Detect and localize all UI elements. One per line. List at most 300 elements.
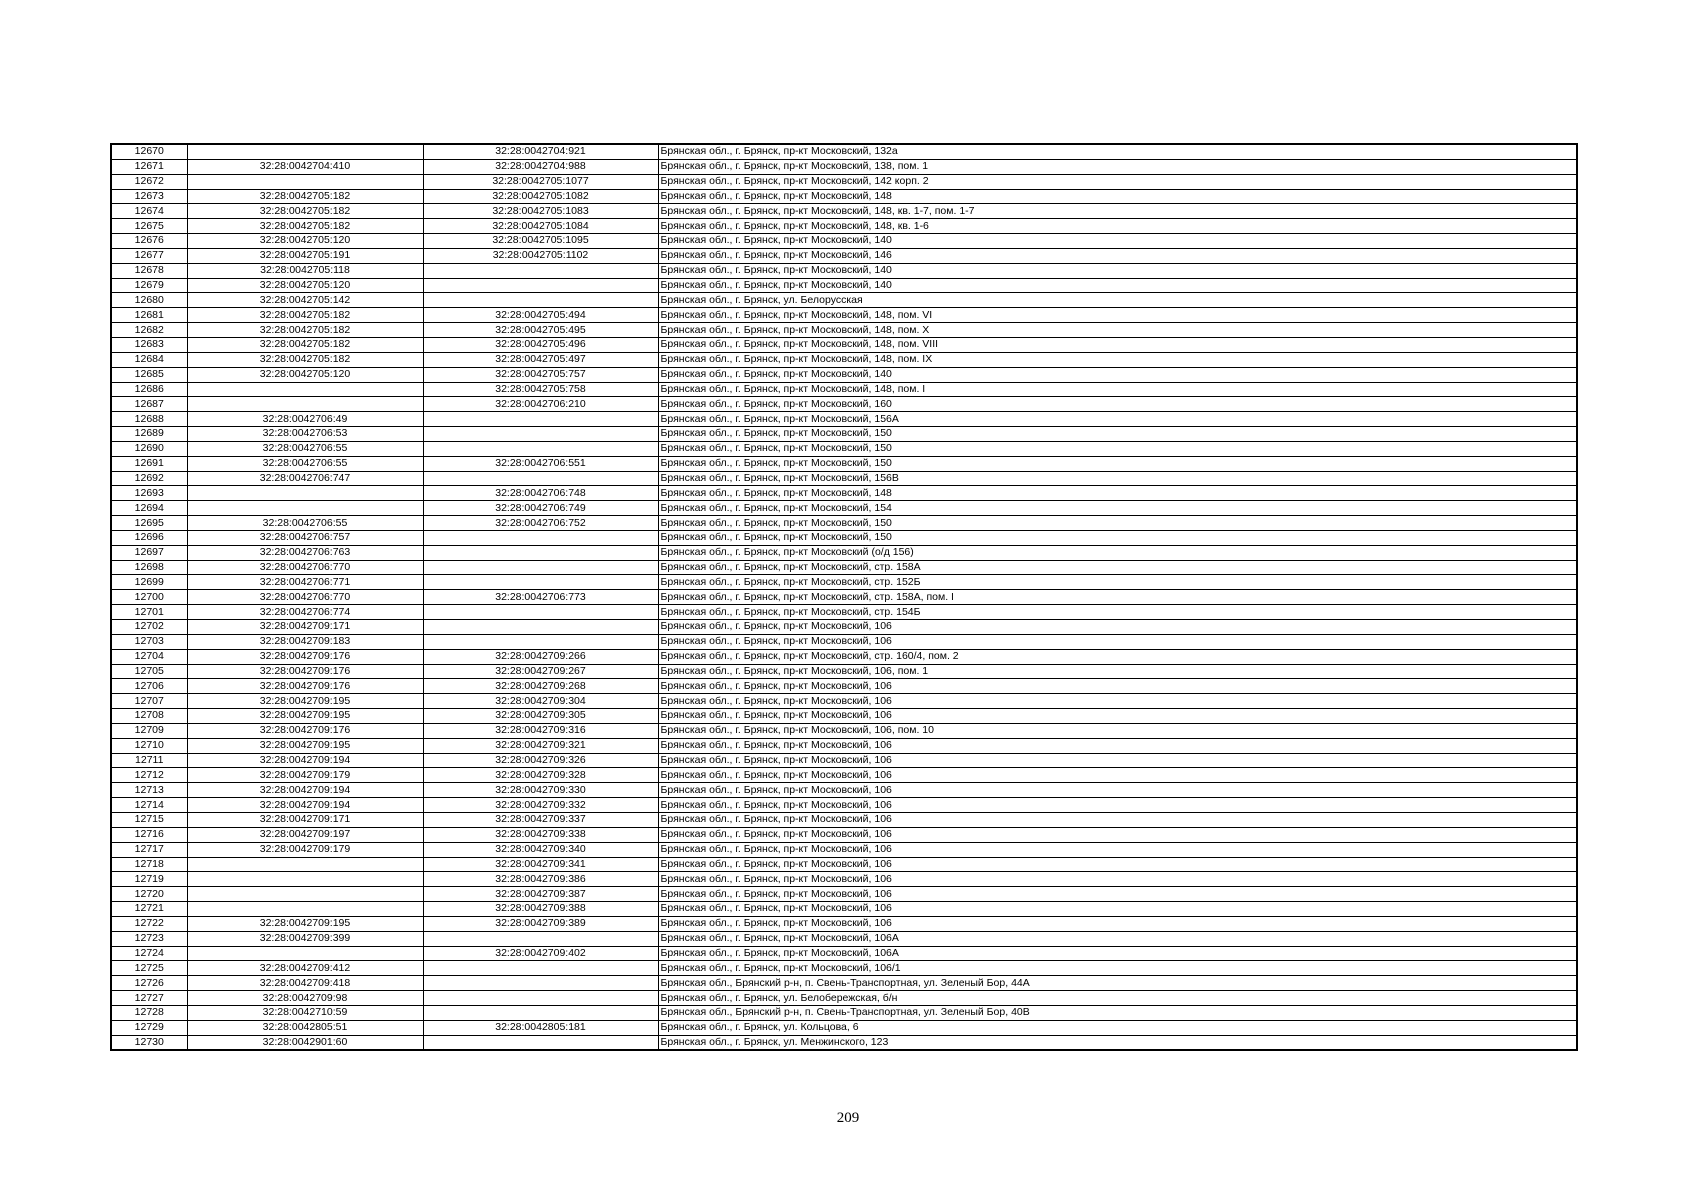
source-cadastral-number-cell: 32:28:0042706:771 (187, 575, 423, 590)
cadastral-number-cell: 32:28:0042709:389 (423, 916, 658, 931)
source-cadastral-number-cell: 32:28:0042706:757 (187, 530, 423, 545)
address-cell: Брянская обл., г. Брянск, ул. Менжинского, 123 (658, 1035, 1577, 1050)
source-cadastral-number-cell: 32:28:0042709:197 (187, 827, 423, 842)
source-cadastral-number-cell: 32:28:0042709:176 (187, 723, 423, 738)
cadastral-number-cell (423, 961, 658, 976)
row-number-cell: 12686 (111, 382, 187, 397)
registry-table-container (110, 143, 1576, 1051)
address-cell: Брянская обл., г. Брянск, пр-кт Московский, 106 (658, 620, 1577, 635)
table-row (111, 397, 1577, 412)
table-row (111, 560, 1577, 575)
table-row (111, 1005, 1577, 1020)
cadastral-number-cell: 32:28:0042705:757 (423, 367, 658, 382)
source-cadastral-number-cell: 32:28:0042705:120 (187, 367, 423, 382)
row-number-cell: 12728 (111, 1005, 187, 1020)
source-cadastral-number-cell: 32:28:0042709:412 (187, 961, 423, 976)
source-cadastral-number-cell: 32:28:0042709:195 (187, 694, 423, 709)
address-cell: Брянская обл., г. Брянск, пр-кт Московский, 106 (658, 783, 1577, 798)
address-cell: Брянская обл., г. Брянск, пр-кт Московский, 150 (658, 427, 1577, 442)
address-cell: Брянская обл., г. Брянск, ул. Кольцова, 6 (658, 1020, 1577, 1035)
cadastral-number-cell: 32:28:0042706:752 (423, 516, 658, 531)
table-row (111, 219, 1577, 234)
cadastral-number-cell: 32:28:0042709:304 (423, 694, 658, 709)
table-row (111, 694, 1577, 709)
cadastral-number-cell: 32:28:0042705:1102 (423, 248, 658, 263)
table-row (111, 293, 1577, 308)
source-cadastral-number-cell: 32:28:0042705:118 (187, 263, 423, 278)
cadastral-number-cell: 32:28:0042709:267 (423, 664, 658, 679)
cadastral-number-cell (423, 471, 658, 486)
row-number-cell: 12715 (111, 812, 187, 827)
source-cadastral-number-cell (187, 946, 423, 961)
address-cell: Брянская обл., г. Брянск, пр-кт Московский, 106 (658, 738, 1577, 753)
address-cell: Брянская обл., г. Брянск, пр-кт Московский, 138, пом. 1 (658, 159, 1577, 174)
source-cadastral-number-cell: 32:28:0042705:182 (187, 219, 423, 234)
cadastral-number-cell: 32:28:0042805:181 (423, 1020, 658, 1035)
row-number-cell: 12677 (111, 248, 187, 263)
source-cadastral-number-cell: 32:28:0042901:60 (187, 1035, 423, 1050)
address-cell: Брянская обл., Брянский р-н, п. Свень-Транспортная, ул. Зеленый Бор, 44А (658, 976, 1577, 991)
source-cadastral-number-cell: 32:28:0042705:142 (187, 293, 423, 308)
row-number-cell: 12682 (111, 323, 187, 338)
cadastral-number-cell: 32:28:0042705:1095 (423, 234, 658, 249)
row-number-cell: 12699 (111, 575, 187, 590)
address-cell: Брянская обл., г. Брянск, пр-кт Московский, 106 (658, 812, 1577, 827)
table-row (111, 857, 1577, 872)
address-cell: Брянская обл., г. Брянск, пр-кт Московский, 106, пом. 10 (658, 723, 1577, 738)
source-cadastral-number-cell: 32:28:0042704:410 (187, 159, 423, 174)
address-cell: Брянская обл., г. Брянск, пр-кт Московский, 140 (658, 278, 1577, 293)
table-row (111, 234, 1577, 249)
row-number-cell: 12674 (111, 204, 187, 219)
registry-table-body (111, 144, 1577, 1050)
cadastral-number-cell: 32:28:0042705:495 (423, 323, 658, 338)
address-cell: Брянская обл., г. Брянск, пр-кт Московский, 140 (658, 234, 1577, 249)
table-row (111, 248, 1577, 263)
source-cadastral-number-cell (187, 144, 423, 159)
address-cell: Брянская обл., г. Брянск, пр-кт Московский, 148, пом. VI (658, 308, 1577, 323)
table-row (111, 991, 1577, 1006)
table-row (111, 902, 1577, 917)
row-number-cell: 12671 (111, 159, 187, 174)
table-row (111, 382, 1577, 397)
address-cell: Брянская обл., г. Брянск, пр-кт Московский, 148, кв. 1-6 (658, 219, 1577, 234)
row-number-cell: 12730 (111, 1035, 187, 1050)
source-cadastral-number-cell (187, 174, 423, 189)
address-cell: Брянская обл., г. Брянск, пр-кт Московский, стр. 160/4, пом. 2 (658, 649, 1577, 664)
row-number-cell: 12723 (111, 931, 187, 946)
source-cadastral-number-cell: 32:28:0042709:194 (187, 798, 423, 813)
source-cadastral-number-cell: 32:28:0042709:171 (187, 812, 423, 827)
row-number-cell: 12676 (111, 234, 187, 249)
table-row (111, 501, 1577, 516)
address-cell: Брянская обл., г. Брянск, пр-кт Московский, 148 (658, 189, 1577, 204)
source-cadastral-number-cell: 32:28:0042706:770 (187, 590, 423, 605)
row-number-cell: 12726 (111, 976, 187, 991)
row-number-cell: 12694 (111, 501, 187, 516)
address-cell: Брянская обл., г. Брянск, пр-кт Московский, 106 (658, 709, 1577, 724)
source-cadastral-number-cell (187, 902, 423, 917)
address-cell: Брянская обл., г. Брянск, пр-кт Московский, 148, пом. X (658, 323, 1577, 338)
cadastral-number-cell: 32:28:0042709:388 (423, 902, 658, 917)
source-cadastral-number-cell (187, 382, 423, 397)
cadastral-number-cell: 32:28:0042709:330 (423, 783, 658, 798)
source-cadastral-number-cell (187, 501, 423, 516)
table-row (111, 412, 1577, 427)
cadastral-number-cell: 32:28:0042706:749 (423, 501, 658, 516)
row-number-cell: 12701 (111, 605, 187, 620)
table-row (111, 337, 1577, 352)
source-cadastral-number-cell: 32:28:0042705:120 (187, 234, 423, 249)
address-cell: Брянская обл., г. Брянск, пр-кт Московский, 106, пом. 1 (658, 664, 1577, 679)
table-row (111, 916, 1577, 931)
address-cell: Брянская обл., г. Брянск, пр-кт Московский, стр. 158А, пом. I (658, 590, 1577, 605)
cadastral-number-cell: 32:28:0042709:266 (423, 649, 658, 664)
cadastral-number-cell (423, 1005, 658, 1020)
cadastral-number-cell: 32:28:0042709:340 (423, 842, 658, 857)
source-cadastral-number-cell: 32:28:0042705:182 (187, 308, 423, 323)
cadastral-number-cell: 32:28:0042709:337 (423, 812, 658, 827)
row-number-cell: 12719 (111, 872, 187, 887)
source-cadastral-number-cell: 32:28:0042706:770 (187, 560, 423, 575)
cadastral-number-cell: 32:28:0042704:921 (423, 144, 658, 159)
source-cadastral-number-cell (187, 397, 423, 412)
source-cadastral-number-cell: 32:28:0042710:59 (187, 1005, 423, 1020)
source-cadastral-number-cell: 32:28:0042706:49 (187, 412, 423, 427)
address-cell: Брянская обл., г. Брянск, пр-кт Московский, 140 (658, 367, 1577, 382)
cadastral-number-cell: 32:28:0042705:1082 (423, 189, 658, 204)
address-cell: Брянская обл., г. Брянск, пр-кт Московский, 142 корп. 2 (658, 174, 1577, 189)
row-number-cell: 12689 (111, 427, 187, 442)
table-row (111, 664, 1577, 679)
table-row (111, 976, 1577, 991)
row-number-cell: 12709 (111, 723, 187, 738)
address-cell: Брянская обл., г. Брянск, пр-кт Московский, 148, пом. VIII (658, 337, 1577, 352)
address-cell: Брянская обл., г. Брянск, пр-кт Московский, 106 (658, 679, 1577, 694)
table-row (111, 1020, 1577, 1035)
address-cell: Брянская обл., г. Брянск, пр-кт Московский, 106 (658, 753, 1577, 768)
row-number-cell: 12696 (111, 530, 187, 545)
cadastral-number-cell: 32:28:0042709:341 (423, 857, 658, 872)
table-row (111, 204, 1577, 219)
address-cell: Брянская обл., г. Брянск, ул. Белобережская, б/н (658, 991, 1577, 1006)
row-number-cell: 12678 (111, 263, 187, 278)
row-number-cell: 12697 (111, 545, 187, 560)
row-number-cell: 12700 (111, 590, 187, 605)
cadastral-number-cell (423, 605, 658, 620)
row-number-cell: 12684 (111, 352, 187, 367)
table-row (111, 575, 1577, 590)
source-cadastral-number-cell: 32:28:0042709:195 (187, 709, 423, 724)
row-number-cell: 12727 (111, 991, 187, 1006)
cadastral-number-cell (423, 278, 658, 293)
row-number-cell: 12712 (111, 768, 187, 783)
table-row (111, 1035, 1577, 1050)
address-cell: Брянская обл., г. Брянск, пр-кт Московский, стр. 152Б (658, 575, 1577, 590)
cadastral-number-cell: 32:28:0042709:326 (423, 753, 658, 768)
address-cell: Брянская обл., г. Брянск, пр-кт Московский, 156В (658, 471, 1577, 486)
table-row (111, 323, 1577, 338)
cadastral-number-cell (423, 545, 658, 560)
source-cadastral-number-cell: 32:28:0042706:747 (187, 471, 423, 486)
cadastral-number-cell (423, 293, 658, 308)
row-number-cell: 12716 (111, 827, 187, 842)
table-row (111, 709, 1577, 724)
row-number-cell: 12673 (111, 189, 187, 204)
cadastral-number-cell: 32:28:0042709:332 (423, 798, 658, 813)
source-cadastral-number-cell (187, 857, 423, 872)
cadastral-number-cell (423, 931, 658, 946)
address-cell: Брянская обл., г. Брянск, пр-кт Московский (о/д 156) (658, 545, 1577, 560)
cadastral-number-cell (423, 560, 658, 575)
cadastral-number-cell (423, 263, 658, 278)
cadastral-number-cell: 32:28:0042705:1084 (423, 219, 658, 234)
table-row (111, 263, 1577, 278)
table-row (111, 471, 1577, 486)
address-cell: Брянская обл., г. Брянск, пр-кт Московский, 106 (658, 872, 1577, 887)
row-number-cell: 12680 (111, 293, 187, 308)
row-number-cell: 12685 (111, 367, 187, 382)
row-number-cell: 12714 (111, 798, 187, 813)
table-row (111, 827, 1577, 842)
table-row (111, 946, 1577, 961)
registry-table (110, 143, 1578, 1051)
address-cell: Брянская обл., г. Брянск, пр-кт Московский, 150 (658, 441, 1577, 456)
source-cadastral-number-cell: 32:28:0042709:171 (187, 620, 423, 635)
cadastral-number-cell (423, 441, 658, 456)
table-row (111, 189, 1577, 204)
row-number-cell: 12683 (111, 337, 187, 352)
source-cadastral-number-cell: 32:28:0042709:98 (187, 991, 423, 1006)
source-cadastral-number-cell: 32:28:0042709:399 (187, 931, 423, 946)
table-row (111, 278, 1577, 293)
cadastral-number-cell: 32:28:0042706:773 (423, 590, 658, 605)
cadastral-number-cell: 32:28:0042706:210 (423, 397, 658, 412)
source-cadastral-number-cell: 32:28:0042709:179 (187, 768, 423, 783)
source-cadastral-number-cell: 32:28:0042709:194 (187, 753, 423, 768)
row-number-cell: 12705 (111, 664, 187, 679)
row-number-cell: 12724 (111, 946, 187, 961)
cadastral-number-cell (423, 575, 658, 590)
source-cadastral-number-cell: 32:28:0042709:418 (187, 976, 423, 991)
row-number-cell: 12711 (111, 753, 187, 768)
table-row (111, 590, 1577, 605)
cadastral-number-cell: 32:28:0042705:496 (423, 337, 658, 352)
address-cell: Брянская обл., г. Брянск, пр-кт Московский, 106/1 (658, 961, 1577, 976)
table-row (111, 144, 1577, 159)
table-row (111, 620, 1577, 635)
address-cell: Брянская обл., г. Брянск, пр-кт Московский, 106 (658, 842, 1577, 857)
address-cell: Брянская обл., г. Брянск, пр-кт Московский, 150 (658, 530, 1577, 545)
address-cell: Брянская обл., г. Брянск, пр-кт Московский, 160 (658, 397, 1577, 412)
address-cell: Брянская обл., г. Брянск, пр-кт Московский, 106 (658, 857, 1577, 872)
row-number-cell: 12692 (111, 471, 187, 486)
table-row (111, 798, 1577, 813)
table-row (111, 649, 1577, 664)
table-row (111, 441, 1577, 456)
source-cadastral-number-cell: 32:28:0042706:763 (187, 545, 423, 560)
source-cadastral-number-cell: 32:28:0042709:183 (187, 634, 423, 649)
table-row (111, 545, 1577, 560)
table-row (111, 605, 1577, 620)
address-cell: Брянская обл., г. Брянск, пр-кт Московский, 106 (658, 827, 1577, 842)
address-cell: Брянская обл., г. Брянск, пр-кт Московский, 146 (658, 248, 1577, 263)
table-row (111, 961, 1577, 976)
row-number-cell: 12713 (111, 783, 187, 798)
address-cell: Брянская обл., г. Брянск, пр-кт Московский, 132а (658, 144, 1577, 159)
cadastral-number-cell: 32:28:0042709:305 (423, 709, 658, 724)
cadastral-number-cell: 32:28:0042705:494 (423, 308, 658, 323)
address-cell: Брянская обл., г. Брянск, пр-кт Московский, 106 (658, 634, 1577, 649)
address-cell: Брянская обл., г. Брянск, пр-кт Московский, 106 (658, 798, 1577, 813)
row-number-cell: 12691 (111, 456, 187, 471)
cadastral-number-cell: 32:28:0042705:1083 (423, 204, 658, 219)
row-number-cell: 12679 (111, 278, 187, 293)
table-row (111, 679, 1577, 694)
source-cadastral-number-cell: 32:28:0042705:182 (187, 337, 423, 352)
row-number-cell: 12710 (111, 738, 187, 753)
address-cell: Брянская обл., г. Брянск, пр-кт Московский, 106 (658, 694, 1577, 709)
table-row (111, 842, 1577, 857)
source-cadastral-number-cell: 32:28:0042709:176 (187, 649, 423, 664)
table-row (111, 634, 1577, 649)
cadastral-number-cell: 32:28:0042705:497 (423, 352, 658, 367)
table-row (111, 783, 1577, 798)
table-row (111, 872, 1577, 887)
cadastral-number-cell: 32:28:0042709:328 (423, 768, 658, 783)
source-cadastral-number-cell: 32:28:0042709:179 (187, 842, 423, 857)
cadastral-number-cell (423, 427, 658, 442)
source-cadastral-number-cell: 32:28:0042706:774 (187, 605, 423, 620)
address-cell: Брянская обл., г. Брянск, пр-кт Московский, 106 (658, 916, 1577, 931)
row-number-cell: 12722 (111, 916, 187, 931)
address-cell: Брянская обл., г. Брянск, пр-кт Московский, 106 (658, 768, 1577, 783)
cadastral-number-cell (423, 620, 658, 635)
cadastral-number-cell (423, 634, 658, 649)
row-number-cell: 12703 (111, 634, 187, 649)
cadastral-number-cell: 32:28:0042706:748 (423, 486, 658, 501)
cadastral-number-cell: 32:28:0042709:386 (423, 872, 658, 887)
source-cadastral-number-cell (187, 887, 423, 902)
address-cell: Брянская обл., г. Брянск, пр-кт Московский, 148, пом. I (658, 382, 1577, 397)
row-number-cell: 12725 (111, 961, 187, 976)
address-cell: Брянская обл., г. Брянск, пр-кт Московский, 106 (658, 902, 1577, 917)
cadastral-number-cell: 32:28:0042709:387 (423, 887, 658, 902)
table-row (111, 174, 1577, 189)
source-cadastral-number-cell: 32:28:0042706:55 (187, 456, 423, 471)
table-row (111, 352, 1577, 367)
row-number-cell: 12687 (111, 397, 187, 412)
address-cell: Брянская обл., г. Брянск, пр-кт Московский, стр. 158А (658, 560, 1577, 575)
row-number-cell: 12721 (111, 902, 187, 917)
address-cell: Брянская обл., г. Брянск, пр-кт Московский, 150 (658, 456, 1577, 471)
table-row (111, 367, 1577, 382)
row-number-cell: 12704 (111, 649, 187, 664)
cadastral-number-cell: 32:28:0042705:1077 (423, 174, 658, 189)
table-row (111, 887, 1577, 902)
address-cell: Брянская обл., г. Брянск, пр-кт Московский, стр. 154Б (658, 605, 1577, 620)
cadastral-number-cell (423, 412, 658, 427)
table-row (111, 768, 1577, 783)
cadastral-number-cell (423, 976, 658, 991)
address-cell: Брянская обл., г. Брянск, пр-кт Московский, 156А (658, 412, 1577, 427)
cadastral-number-cell: 32:28:0042709:268 (423, 679, 658, 694)
row-number-cell: 12672 (111, 174, 187, 189)
address-cell: Брянская обл., г. Брянск, пр-кт Московский, 154 (658, 501, 1577, 516)
table-row (111, 486, 1577, 501)
row-number-cell: 12681 (111, 308, 187, 323)
address-cell: Брянская обл., г. Брянск, пр-кт Московский, 106А (658, 946, 1577, 961)
address-cell: Брянская обл., г. Брянск, пр-кт Московский, 140 (658, 263, 1577, 278)
cadastral-number-cell (423, 1035, 658, 1050)
address-cell: Брянская обл., г. Брянск, пр-кт Московский, 148, пом. IX (658, 352, 1577, 367)
source-cadastral-number-cell: 32:28:0042706:55 (187, 516, 423, 531)
table-row (111, 931, 1577, 946)
table-row (111, 812, 1577, 827)
table-row (111, 723, 1577, 738)
address-cell: Брянская обл., г. Брянск, ул. Белорусская (658, 293, 1577, 308)
row-number-cell: 12718 (111, 857, 187, 872)
source-cadastral-number-cell: 32:28:0042705:191 (187, 248, 423, 263)
row-number-cell: 12729 (111, 1020, 187, 1035)
source-cadastral-number-cell: 32:28:0042709:194 (187, 783, 423, 798)
address-cell: Брянская обл., г. Брянск, пр-кт Московский, 148 (658, 486, 1577, 501)
row-number-cell: 12708 (111, 709, 187, 724)
row-number-cell: 12690 (111, 441, 187, 456)
cadastral-number-cell: 32:28:0042709:321 (423, 738, 658, 753)
source-cadastral-number-cell: 32:28:0042709:176 (187, 664, 423, 679)
row-number-cell: 12707 (111, 694, 187, 709)
source-cadastral-number-cell (187, 486, 423, 501)
cadastral-number-cell: 32:28:0042705:758 (423, 382, 658, 397)
row-number-cell: 12720 (111, 887, 187, 902)
row-number-cell: 12693 (111, 486, 187, 501)
cadastral-number-cell: 32:28:0042709:316 (423, 723, 658, 738)
row-number-cell: 12670 (111, 144, 187, 159)
address-cell: Брянская обл., г. Брянск, пр-кт Московский, 106А (658, 931, 1577, 946)
cadastral-number-cell: 32:28:0042709:338 (423, 827, 658, 842)
address-cell: Брянская обл., г. Брянск, пр-кт Московский, 106 (658, 887, 1577, 902)
source-cadastral-number-cell: 32:28:0042805:51 (187, 1020, 423, 1035)
table-row (111, 456, 1577, 471)
row-number-cell: 12717 (111, 842, 187, 857)
row-number-cell: 12706 (111, 679, 187, 694)
cadastral-number-cell: 32:28:0042704:988 (423, 159, 658, 174)
row-number-cell: 12702 (111, 620, 187, 635)
source-cadastral-number-cell: 32:28:0042709:176 (187, 679, 423, 694)
source-cadastral-number-cell: 32:28:0042705:120 (187, 278, 423, 293)
cadastral-number-cell (423, 530, 658, 545)
table-row (111, 308, 1577, 323)
source-cadastral-number-cell (187, 872, 423, 887)
source-cadastral-number-cell: 32:28:0042706:53 (187, 427, 423, 442)
cadastral-number-cell (423, 991, 658, 1006)
source-cadastral-number-cell: 32:28:0042709:195 (187, 916, 423, 931)
row-number-cell: 12675 (111, 219, 187, 234)
page-number: 209 (836, 1110, 860, 1126)
source-cadastral-number-cell: 32:28:0042705:182 (187, 189, 423, 204)
table-row (111, 516, 1577, 531)
row-number-cell: 12698 (111, 560, 187, 575)
source-cadastral-number-cell: 32:28:0042706:55 (187, 441, 423, 456)
source-cadastral-number-cell: 32:28:0042705:182 (187, 352, 423, 367)
table-row (111, 159, 1577, 174)
cadastral-number-cell: 32:28:0042706:551 (423, 456, 658, 471)
table-row (111, 427, 1577, 442)
row-number-cell: 12695 (111, 516, 187, 531)
source-cadastral-number-cell: 32:28:0042705:182 (187, 204, 423, 219)
address-cell: Брянская обл., Брянский р-н, п. Свень-Транспортная, ул. Зеленый Бор, 40В (658, 1005, 1577, 1020)
